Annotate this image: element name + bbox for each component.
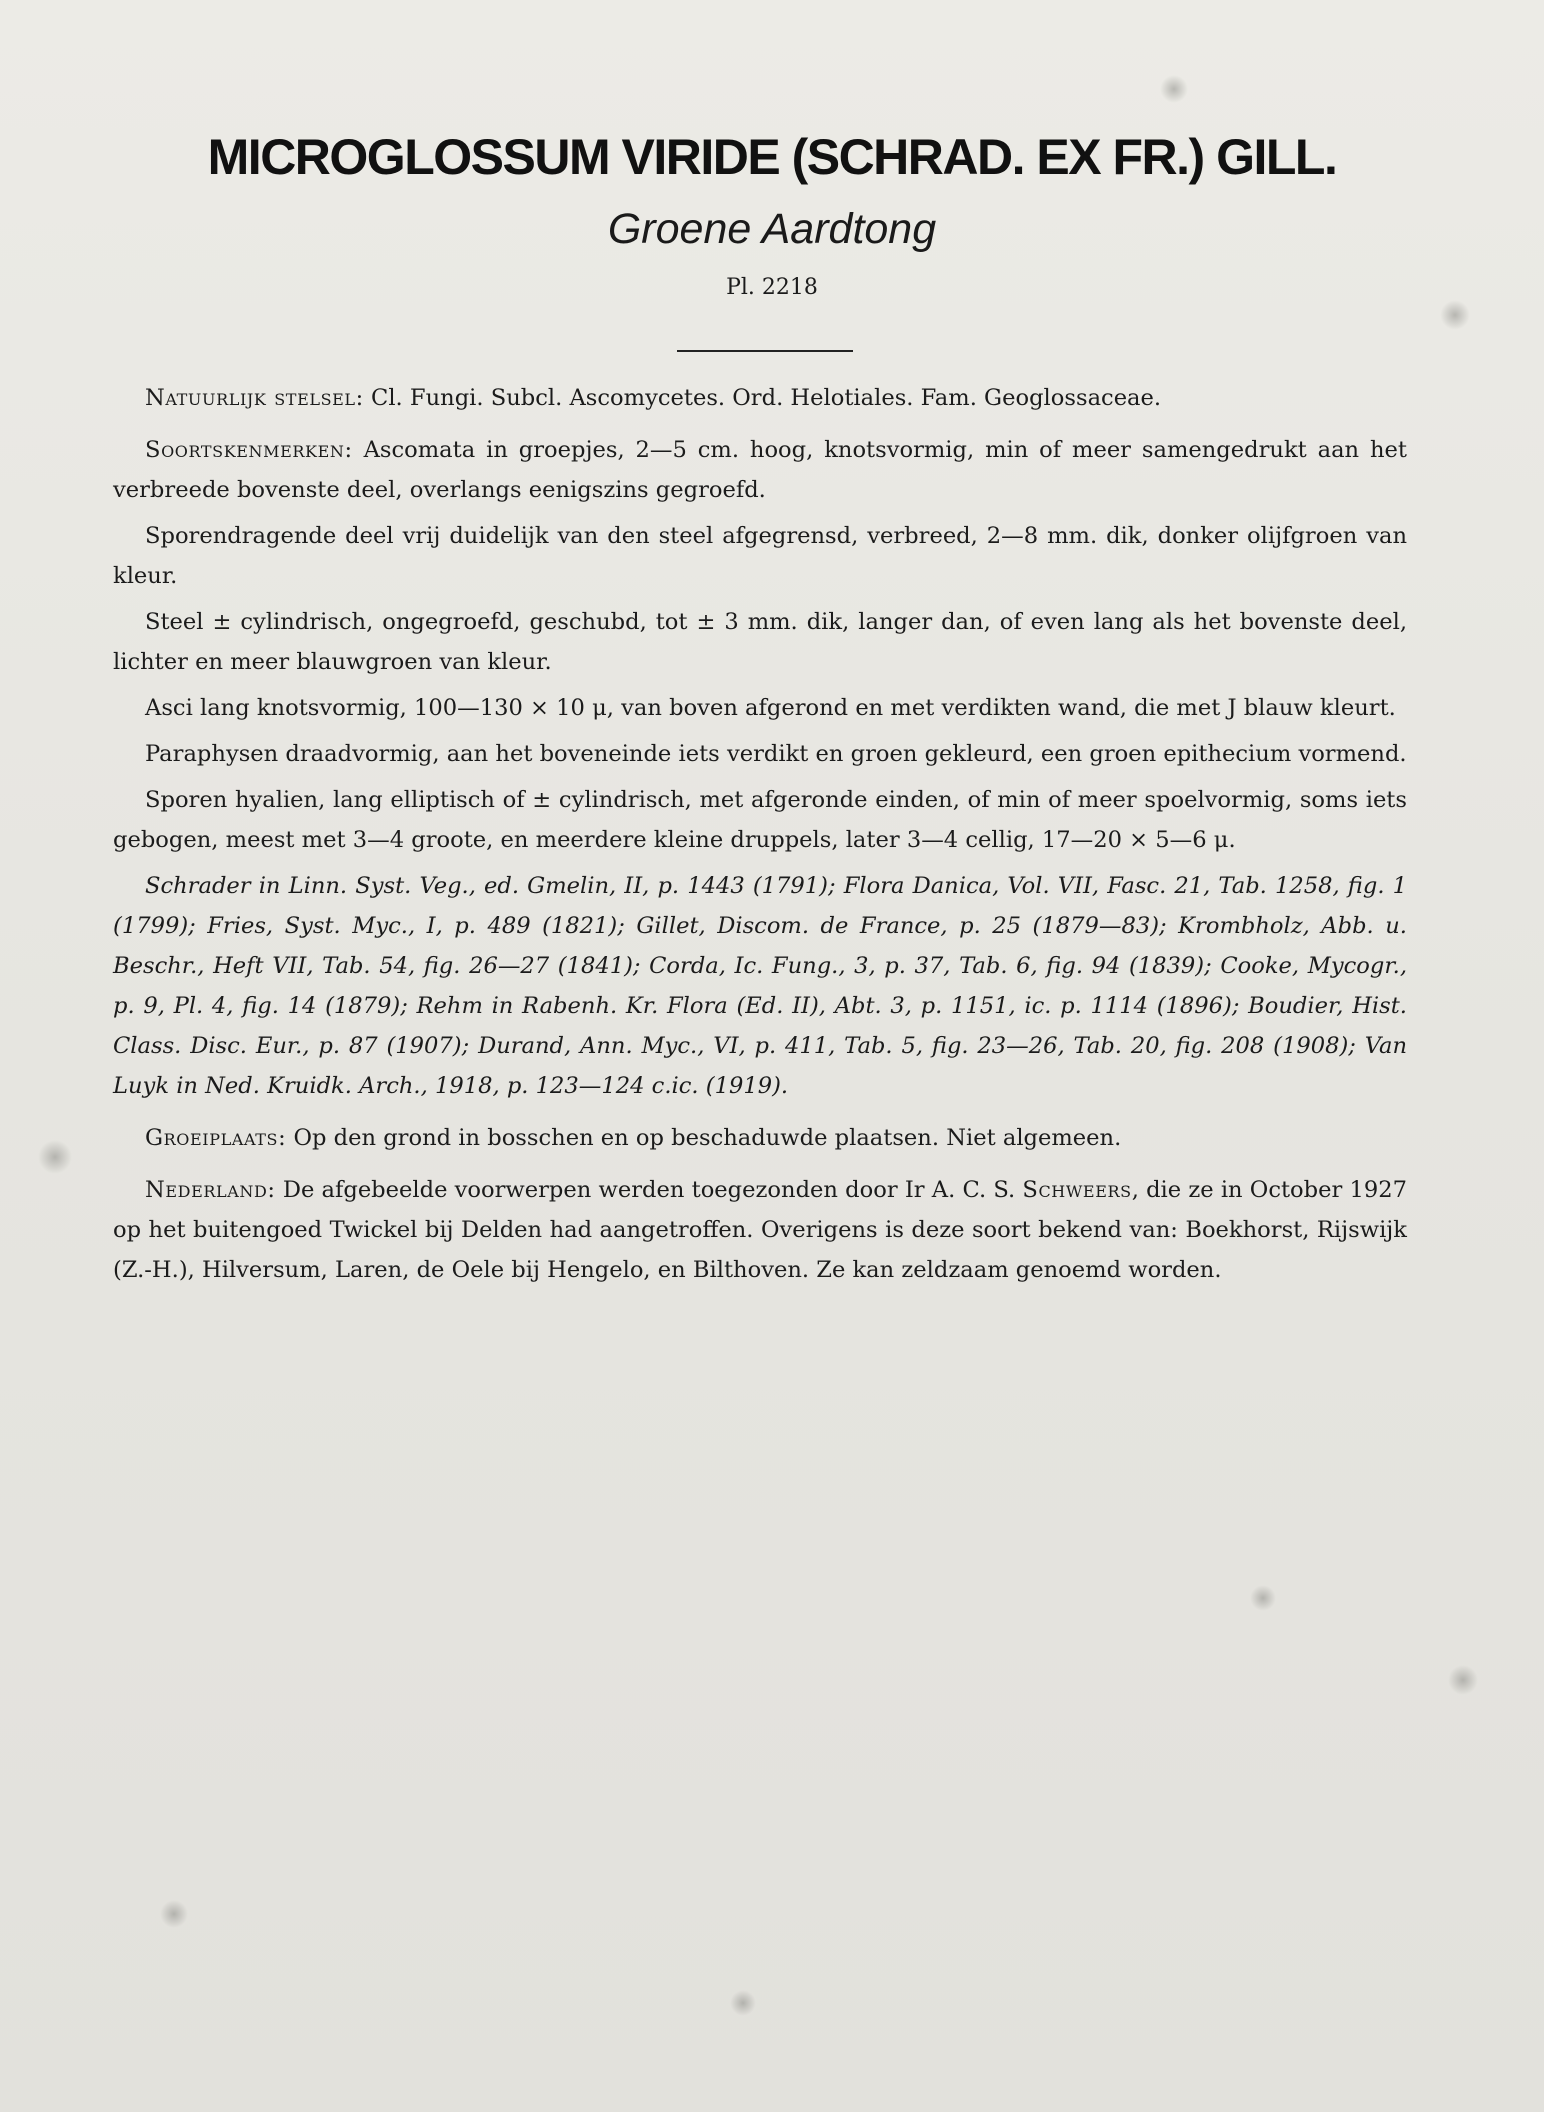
paper-speck [1440, 300, 1470, 330]
paper-speck [38, 1140, 72, 1174]
description-paragraph: Paraphysen draadvormig, aan het boveneinde iets verdikt en groen gekleurd, een groen epithecium vormend. [145, 741, 1407, 767]
paper-speck [1448, 1665, 1478, 1695]
collector-name: Schweers [1022, 1177, 1132, 1203]
natuurlijk-stelsel-text: Cl. Fungi. Subcl. Ascomycetes. Ord. Helotiales. Fam. Geoglossaceae. [363, 385, 1162, 411]
nederland-text-a: De afgebeelde voorwerpen werden toegezonden door Ir A. C. S. [275, 1177, 1023, 1203]
article-body [113, 378, 1407, 1296]
page-title: MICROGLOSSUM VIRIDE (SCHRAD. EX FR.) GILL. [207, 129, 1337, 185]
paper-speck [1160, 75, 1188, 103]
nederland-paragraph [113, 1170, 1407, 1290]
description-paragraph: Sporendragende deel vrij duidelijk van den steel afgegrensd, verbreed, 2—8 mm. dik, donker olijfgroen van kleur. [113, 523, 1407, 589]
groeiplaats-paragraph [113, 1118, 1407, 1158]
references-paragraph: Schrader in Linn. Syst. Veg., ed. Gmelin, II, p. 1443 (1791); Flora Danica, Vol. VII, Fasc. 21, Tab. 1258, fig. 1 (1799); Fries, Syst. Myc., I, p. 489 (1821); Gillet, Discom. de France, p. 25 (1879—83); Krombholz, Abb. u. Beschr., Heft VII, Tab. 54, fig. 26—27 (1841); Corda, Ic. Fung., 3, p. 37, Tab. 6, fig. 94 (1839); Cooke, Mycogr., p. 9, Pl. 4, fig. 14 (1879); Rehm in Rabenh. Kr. Flora (Ed. II), Abt. 3, p. 1151, ic. p. 1114 (1896); Boudier, Hist. Class. Disc. Eur., p. 87 (1907); Durand, Ann. Myc., VI, p. 411, Tab. 5, fig. 23—26, Tab. 20, fig. 208 (1908); Van Luyk in Ned. Kruidk. Arch., 1918, p. 123—124 c.ic. (1919). [113, 873, 1407, 1099]
plate-number: Pl. 2218 [726, 275, 818, 300]
natuurlijk-stelsel-paragraph [113, 378, 1407, 418]
groeiplaats-text: Op den grond in bosschen en op beschaduwde plaatsen. Niet algemeen. [286, 1125, 1122, 1151]
natuurlijk-stelsel-label: Natuurlijk stelsel: [145, 385, 364, 411]
nederland-label: Nederland: [145, 1177, 276, 1203]
soortskenmerken-paragraph [113, 430, 1407, 510]
title-divider [677, 350, 853, 352]
soortskenmerken-label: Soortskenmerken: [145, 437, 353, 463]
description-paragraph: Steel ± cylindrisch, ongegroefd, geschubd, tot ± 3 mm. dik, langer dan, of even lang als het bovenste deel, lichter en meer blauwgroen van kleur. [113, 609, 1407, 675]
description-paragraph: Asci lang knotsvormig, 100—130 × 10 μ, van boven afgerond en met verdikten wand, die met J blauw kleurt. [145, 695, 1396, 721]
paper-speck [730, 1990, 756, 2016]
paper-speck [160, 1900, 188, 1928]
description-paragraph: Sporen hyalien, lang elliptisch of ± cylindrisch, met afgeronde einden, of min of meer spoelvormig, soms iets gebogen, meest met 3—4 groote, en meerdere kleine druppels, later 3—4 cellig, 17—20 × 5—6 μ. [113, 787, 1407, 853]
nederland-text-b: , die ze in October 1927 op het buitengoed Twickel bij Delden had aangetroffen. Overigens is deze soort bekend van: Boekhorst, Rijswijk (Z.-H.), Hilversum, Laren, de Oele bij Hengelo, en Bilthoven. Ze kan zeldzaam genoemd worden. [113, 1177, 1407, 1283]
page-subtitle: Groene Aardtong [607, 205, 937, 253]
soortskenmerken-text: Ascomata in groepjes, 2—5 cm. hoog, knotsvormig, min of meer samengedrukt aan het verbreede bovenste deel, overlangs eenigszins gegroefd. [113, 437, 1407, 503]
groeiplaats-label: Groeiplaats: [145, 1125, 287, 1151]
paper-speck [1250, 1585, 1276, 1611]
